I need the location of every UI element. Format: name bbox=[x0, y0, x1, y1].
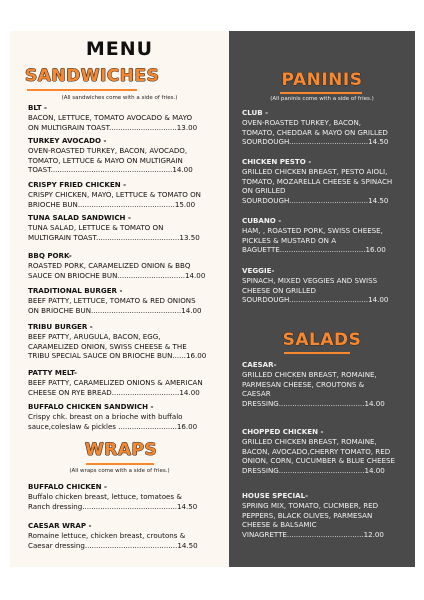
menu-item-club bbox=[242, 108, 414, 147]
item-name: PATTY MELT- bbox=[28, 368, 77, 377]
menu-item-tribu-burger bbox=[28, 322, 228, 361]
item-name: CHOPPED CHICKEN - bbox=[242, 427, 324, 436]
menu-item-veggie bbox=[242, 266, 414, 305]
menu-item-house-special bbox=[242, 491, 414, 540]
item-name: BUFFALO CHICKEN SANDWICH - bbox=[28, 402, 154, 411]
menu-item-turkey-avocado bbox=[28, 136, 228, 175]
item-desc: BEEF PATTY, ARUGULA, BACON, EGG, CARAMELIZED ONION, SWISS CHEESE & THE TRIBU SPECIAL SAUCE ON BRIOCHE BUN......16.00 bbox=[28, 331, 207, 361]
item-desc: Crispy chk. breast on a brioche with buffalo sauce,coleslaw & pickles ..........................16.00 bbox=[28, 411, 198, 431]
item-name: HOUSE SPECIAL- bbox=[242, 491, 309, 500]
menu-item-patty-melt bbox=[28, 368, 228, 397]
paninis-underline bbox=[280, 92, 362, 94]
salads-underline bbox=[284, 352, 350, 354]
item-name: BUFFALO CHICKEN - bbox=[28, 482, 107, 491]
item-desc: HAM, , ROASTED PORK, SWISS CHEESE, PICKLES & MUSTARD ON A BAGUETTE......................................16.00 bbox=[242, 225, 386, 255]
menu-item-buffalo-chicken-wrap bbox=[28, 482, 228, 511]
item-desc: SPINACH, MIXED VEGGIES AND SWISS CHEESE ON GRILLED SOURDOUGH...................................14.00 bbox=[242, 275, 389, 305]
menu-item-bbq-pork bbox=[28, 251, 228, 280]
menu-item-blt bbox=[28, 103, 228, 132]
item-name: CHICKEN PESTO - bbox=[242, 157, 312, 166]
item-desc: CRISPY CHICKEN, MAYO, LETTUCE & TOMATO ON BRIOCHE BUN...........................................15.00 bbox=[28, 189, 201, 209]
item-desc: OVEN-ROASTED TURKEY, BACON, TOMATO, CHEDDAR & MAYO ON GRILLED SOURDOUGH...................................14.50 bbox=[242, 117, 389, 147]
item-name: CRISPY FRIED CHICKEN - bbox=[28, 180, 127, 189]
item-desc: BEEF PATTY, CARAMELIZED ONIONS & AMERICAN CHEESE ON RYE BREAD..............................14.00 bbox=[28, 377, 203, 397]
salads-title: SALADS bbox=[282, 330, 362, 350]
item-desc: BEEF PATTY, LETTUCE, TOMATO & RED ONIONS ON BRIOCHE BUN........................................14.00 bbox=[28, 295, 202, 315]
item-name: TRADITIONAL BURGER - bbox=[28, 286, 123, 295]
item-name: BBQ PORK- bbox=[28, 251, 72, 260]
wraps-underline bbox=[86, 463, 154, 465]
item-name: TRIBU BURGER - bbox=[28, 322, 93, 331]
paninis-note: (All paninis come with a side of fries.) bbox=[270, 96, 374, 102]
item-name: CLUB - bbox=[242, 108, 269, 117]
menu-item-buffalo-chicken-sandwich bbox=[28, 402, 228, 431]
menu-title: MENU bbox=[85, 38, 154, 60]
item-desc: SPRING MIX, TOMATO, CUCMBER, RED PEPPERS, BLACK OLIVES, PARMESAN CHEESE & BALSAMIC VINAGRETTE..................................12.00 bbox=[242, 500, 384, 540]
menu-item-tuna-salad bbox=[28, 213, 228, 242]
item-desc: GRILLED CHICKEN BREAST, ROMAINE, PARMESAN CHEESE, CROUTONS & CAESAR DRESSING......................................14.00 bbox=[242, 369, 385, 409]
item-name: CAESAR WRAP - bbox=[28, 521, 92, 530]
sandwiches-title: SANDWICHES bbox=[25, 66, 160, 86]
item-desc: OVEN-ROASTED TURKEY, BACON, AVOCADO, TOMATO, LETTUCE & MAYO ON MULTIGRAIN TOAST......................................................14.00 bbox=[28, 145, 193, 175]
item-desc: TUNA SALAD, LETTUCE & TOMATO ON MULTIGRAIN TOAST.....................................13.50 bbox=[28, 222, 200, 242]
item-name: TURKEY AVOCADO - bbox=[28, 136, 107, 145]
item-name: TUNA SALAD SANDWICH - bbox=[28, 213, 131, 222]
menu-item-crispy-fried-chicken bbox=[28, 180, 228, 209]
item-desc: GRILLED CHICKEN BREAST, ROMAINE, BACON, AVOCADO,CHERRY TOMATO, RED ONION, CORN, CUCUMBER & BLUE CHEESE DRESSING......................................14.00 bbox=[242, 436, 396, 476]
item-desc: GRILLED CHICKEN BREAST, PESTO AIOLI, TOMATO, MOZARELLA CHEESE & SPINACH ON GRILLED SOURDOUGH...................................14.50 bbox=[242, 166, 393, 206]
item-desc: ROASTED PORK, CARAMELIZED ONION & BBQ SAUCE ON BRIOCHE BUN..............................14.00 bbox=[28, 260, 206, 280]
menu-item-chicken-pesto bbox=[242, 157, 414, 206]
sandwiches-underline bbox=[27, 89, 137, 91]
item-name: VEGGIE- bbox=[242, 266, 275, 275]
item-desc: BACON, LETTUCE, TOMATO AVOCADO & MAYO ON MULTIGRAIN TOAST..............................13.00 bbox=[28, 112, 198, 132]
item-desc: Buffalo chicken breast, lettuce, tomatoes & Ranch dressing..........................................14.50 bbox=[28, 491, 198, 511]
menu-item-chopped-chicken bbox=[242, 427, 414, 476]
item-name: CUBANO - bbox=[242, 216, 282, 225]
item-desc: Romaine lettuce, chicken breast, croutons & Caesar dressing.........................................14.50 bbox=[28, 530, 198, 550]
paninis-title: PANINIS bbox=[281, 70, 363, 90]
sandwiches-note: (All sandwiches come with a side of fries.) bbox=[61, 95, 178, 101]
menu-item-traditional-burger bbox=[28, 286, 228, 315]
menu-item-caesar-wrap bbox=[28, 521, 228, 550]
item-name: BLT - bbox=[28, 103, 48, 112]
menu-item-caesar-salad bbox=[242, 360, 414, 409]
item-name: CAESAR- bbox=[242, 360, 277, 369]
wraps-title: WRAPS bbox=[85, 440, 158, 460]
menu-item-cubano bbox=[242, 216, 414, 255]
wraps-note: (All wraps come with a side of fries.) bbox=[69, 468, 170, 474]
